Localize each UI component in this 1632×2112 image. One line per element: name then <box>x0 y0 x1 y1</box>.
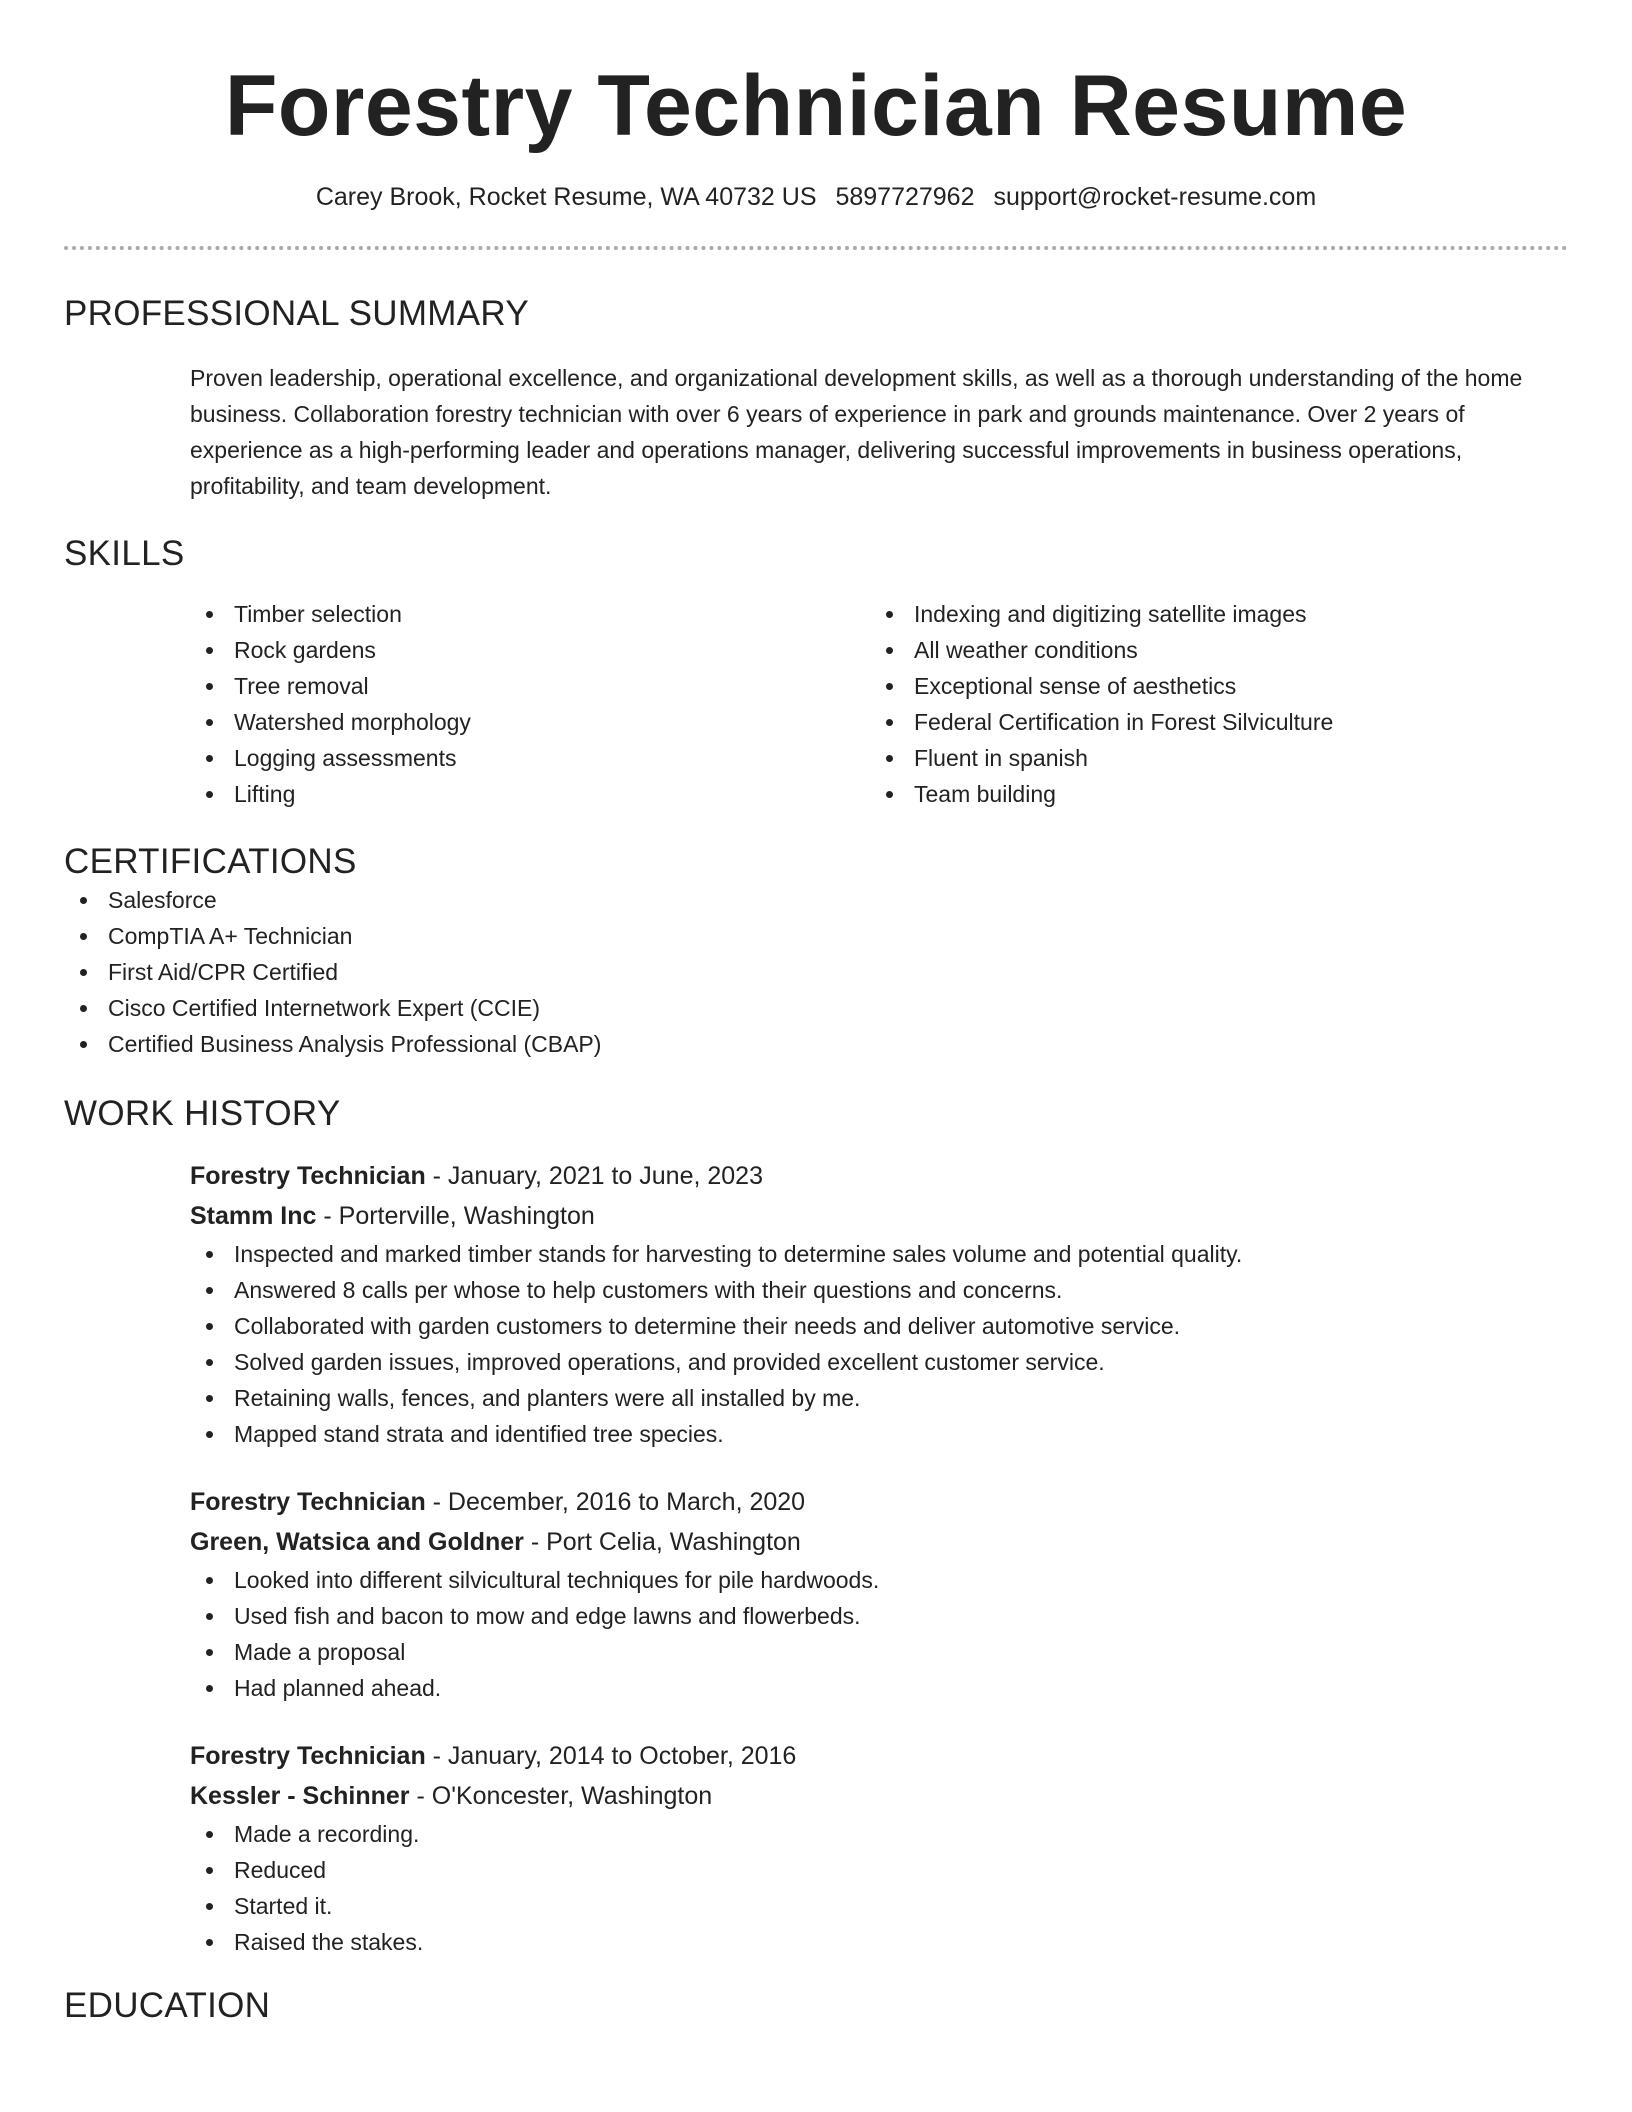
skill-item: Federal Certification in Forest Silviculture <box>870 704 1550 740</box>
contact-phone: 5897727962 <box>835 183 975 211</box>
job-bullet: Raised the stakes. <box>190 1924 1568 1960</box>
job-company: Green, Watsica and Goldner <box>190 1528 524 1556</box>
job-bullet: Used fish and bacon to mow and edge lawns and flowerbeds. <box>190 1598 1568 1634</box>
skill-item: Fluent in spanish <box>870 740 1550 776</box>
job-bullet-list <box>190 1816 1568 1960</box>
job-bullet: Answered 8 calls per whose to help customers with their questions and concerns. <box>190 1272 1568 1308</box>
skill-item: Lifting <box>190 776 870 812</box>
job-bullet: Solved garden issues, improved operations, and provided excellent customer service. <box>190 1344 1568 1380</box>
job-title-line <box>190 1736 1568 1776</box>
job-dates: - January, 2014 to October, 2016 <box>425 1742 797 1770</box>
contact-line <box>64 182 1568 212</box>
job-company: Kessler - Schinner <box>190 1782 410 1810</box>
header-divider <box>64 246 1568 250</box>
job-title: Forestry Technician <box>190 1742 426 1770</box>
skills-list-left <box>190 596 870 812</box>
skill-item: Team building <box>870 776 1550 812</box>
work-history-heading: WORK HISTORY <box>64 1094 341 1133</box>
certification-item: First Aid/CPR Certified <box>64 954 1568 990</box>
summary-text: Proven leadership, operational excellence, and organizational development skills, as well as a thorough understanding of the home business. Collaboration forestry technician with over 6 years of experience in park and grounds maintenance. Over 2 years of experience as a high-performing leader and operations manager, delivering successful improvements in business operations, profitability, and team development. <box>190 365 1523 499</box>
job-title: Forestry Technician <box>190 1162 426 1190</box>
job-bullet: Looked into different silvicultural techniques for pile hardwoods. <box>190 1562 1568 1598</box>
skill-item: Indexing and digitizing satellite images <box>870 596 1550 632</box>
job-dates: - December, 2016 to March, 2020 <box>425 1488 806 1516</box>
skills-grid <box>190 596 1568 812</box>
job-dates: - January, 2021 to June, 2023 <box>425 1162 763 1190</box>
certification-item: Cisco Certified Internetwork Expert (CCIE) <box>64 990 1568 1026</box>
job-bullet: Inspected and marked timber stands for harvesting to determine sales volume and potential quality. <box>190 1236 1568 1272</box>
job-location: - O'Koncester, Washington <box>409 1782 713 1810</box>
job-bullet-list <box>190 1236 1568 1452</box>
skills-list-right <box>870 596 1550 812</box>
job-location: - Porterville, Washington <box>316 1202 595 1230</box>
certification-item: CompTIA A+ Technician <box>64 918 1568 954</box>
skill-item: Watershed morphology <box>190 704 870 740</box>
job-bullet: Made a recording. <box>190 1816 1568 1852</box>
job-entry <box>190 1736 1568 1960</box>
certification-item: Salesforce <box>64 882 1568 918</box>
job-bullet: Made a proposal <box>190 1634 1568 1670</box>
certifications-section <box>64 842 1568 1062</box>
education-section <box>64 1986 1568 2026</box>
certification-item: Certified Business Analysis Professional (CBAP) <box>64 1026 1568 1062</box>
work-history-section <box>64 1094 1568 1960</box>
job-bullet-list <box>190 1562 1568 1706</box>
skill-item: Rock gardens <box>190 632 870 668</box>
job-company: Stamm Inc <box>190 1202 317 1230</box>
page-title: Forestry Technician Resume <box>224 58 1408 154</box>
job-location: - Port Celia, Washington <box>523 1528 801 1556</box>
contact-email: support@rocket-resume.com <box>993 183 1317 211</box>
skills-heading: SKILLS <box>64 534 185 573</box>
certifications-heading: CERTIFICATIONS <box>64 842 357 881</box>
certifications-list <box>64 882 1568 1062</box>
job-bullet: Collaborated with garden customers to determine their needs and deliver automotive service. <box>190 1308 1568 1344</box>
resume-page <box>64 0 1568 2026</box>
job-company-line <box>190 1522 1568 1562</box>
job-title-line <box>190 1482 1568 1522</box>
skill-item: Logging assessments <box>190 740 870 776</box>
professional-summary-section <box>64 294 1568 504</box>
summary-heading: PROFESSIONAL SUMMARY <box>64 294 529 333</box>
job-company-line <box>190 1196 1568 1236</box>
skill-item: All weather conditions <box>870 632 1550 668</box>
job-bullet: Had planned ahead. <box>190 1670 1568 1706</box>
skill-item: Exceptional sense of aesthetics <box>870 668 1550 704</box>
skill-item: Timber selection <box>190 596 870 632</box>
job-bullet: Started it. <box>190 1888 1568 1924</box>
job-company-line <box>190 1776 1568 1816</box>
job-bullet: Reduced <box>190 1852 1568 1888</box>
skill-item: Tree removal <box>190 668 870 704</box>
education-heading: EDUCATION <box>64 1986 271 2025</box>
job-entry <box>190 1156 1568 1452</box>
contact-address: Carey Brook, Rocket Resume, WA 40732 US <box>315 183 817 211</box>
job-bullet: Retaining walls, fences, and planters were all installed by me. <box>190 1380 1568 1416</box>
job-entry <box>190 1482 1568 1706</box>
job-title: Forestry Technician <box>190 1488 426 1516</box>
skills-section <box>64 534 1568 812</box>
job-title-line <box>190 1156 1568 1196</box>
job-bullet: Mapped stand strata and identified tree species. <box>190 1416 1568 1452</box>
